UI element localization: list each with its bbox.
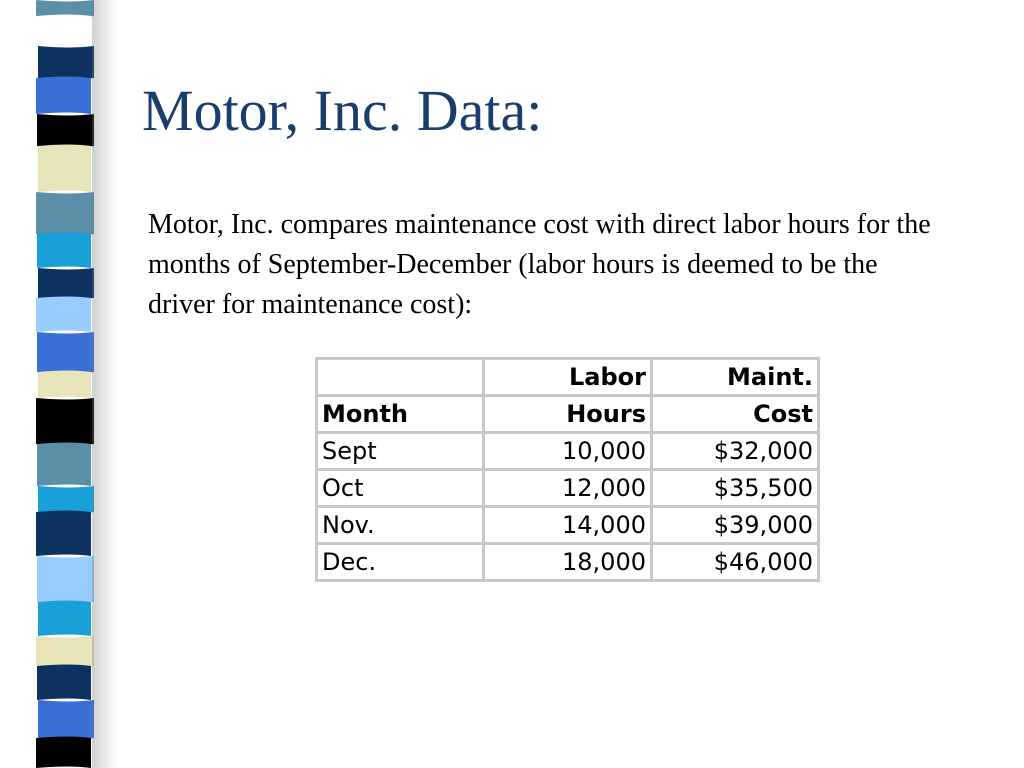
labor-hours-cell: 12,000 <box>484 470 652 507</box>
stripe-block <box>36 737 91 768</box>
stripe-block <box>36 192 94 236</box>
maint-cost-cell: $32,000 <box>652 433 819 470</box>
table-row <box>317 507 819 544</box>
maint-cost-cell: $35,500 <box>652 470 819 507</box>
header-cell: Labor <box>484 359 652 396</box>
month-cell: Oct <box>317 470 484 507</box>
stripe-block <box>36 511 91 557</box>
stripe-block <box>37 332 94 374</box>
maint-cost-cell: $46,000 <box>652 544 819 581</box>
header-cell: Month <box>317 396 484 433</box>
month-cell: Sept <box>317 433 484 470</box>
labor-hours-cell: 14,000 <box>484 507 652 544</box>
table-row <box>317 544 819 581</box>
header-cell <box>317 359 484 396</box>
stripe-block <box>38 700 94 740</box>
slide-title: Motor, Inc. Data: <box>142 78 543 143</box>
labor-hours-cell: 18,000 <box>484 544 652 581</box>
stripe-block <box>36 636 94 668</box>
stripe-block <box>37 15 91 47</box>
stripe-block <box>37 556 94 604</box>
stripe-block <box>38 601 91 637</box>
table-row <box>317 470 819 507</box>
stripe-block <box>37 233 91 269</box>
stripe-block <box>37 114 94 148</box>
stripe-block <box>37 665 91 701</box>
stripe-block <box>36 398 94 446</box>
maint-cost-cell: $39,000 <box>652 507 819 544</box>
header-cell: Hours <box>484 396 652 433</box>
table-header-row <box>317 396 819 433</box>
stripe-block <box>36 77 91 115</box>
month-cell: Nov. <box>317 507 484 544</box>
table-row <box>317 433 819 470</box>
maintenance-cost-table <box>315 357 820 582</box>
stripe-block <box>38 486 94 514</box>
stripe-block <box>38 268 94 300</box>
header-cell: Cost <box>652 396 819 433</box>
header-cell: Maint. <box>652 359 819 396</box>
labor-hours-cell: 10,000 <box>484 433 652 470</box>
stripe-block <box>38 145 91 193</box>
stripe-shadow <box>92 0 118 768</box>
month-cell: Dec. <box>317 544 484 581</box>
stripe-block <box>37 443 91 487</box>
stripe-block <box>38 371 91 399</box>
stripe-block <box>38 46 94 80</box>
slide-body-text: Motor, Inc. compares maintenance cost with direct labor hours for the months of September-December (labor hours is deemed to be the driver for maintenance cost): <box>148 209 931 320</box>
table-header-row <box>317 359 819 396</box>
stripe-block <box>36 297 91 333</box>
